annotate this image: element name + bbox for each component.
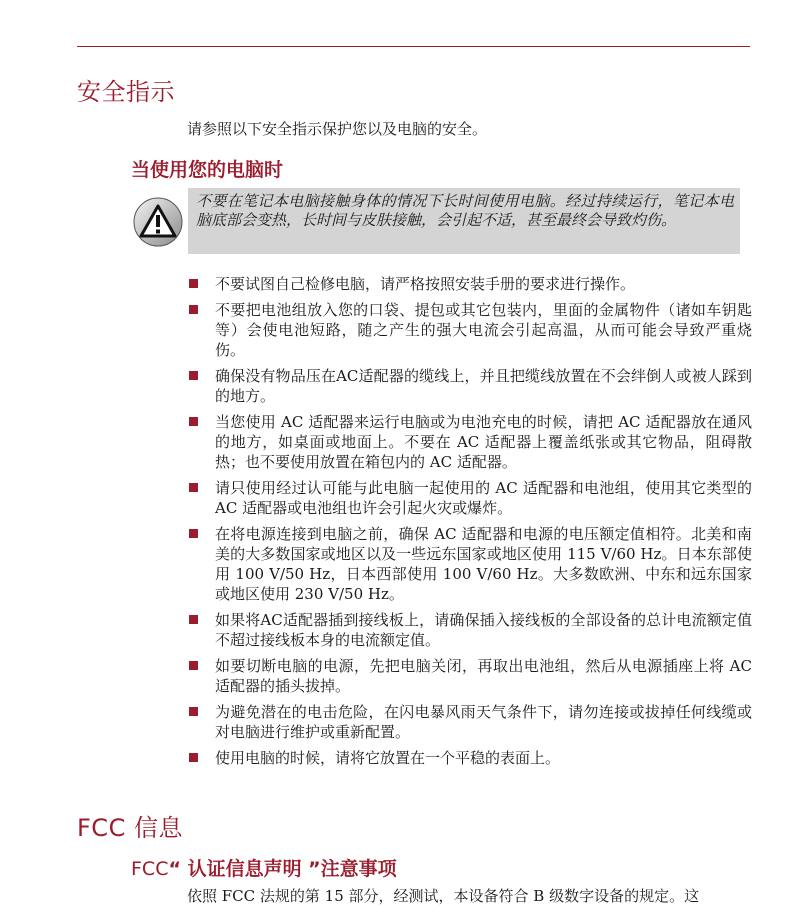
warning-triangle-icon [132,196,184,248]
fcc-prefix: FCC [131,858,169,880]
list-item: 当您使用 AC 适配器来运行电脑或为电池充电的时候，请把 AC 适配器放在通风的地方，如桌面或地面上。不要在 AC 适配器上覆盖纸张或其它物品，阻碍散热；也不要使用放置在箱包内的 AC 适配器。 [187,412,752,472]
section-title-fcc: FCC 信息 [77,814,183,842]
list-item: 使用电脑的时候，请将它放置在一个平稳的表面上。 [187,748,752,768]
section-title-safety: 安全指示 [77,78,175,106]
list-item: 如要切断电脑的电源，先把电脑关闭，再取出电池组，然后从电源插座上将 AC 适配器的插头拔掉。 [187,656,752,696]
fcc-intro: 依照 FCC 法规的第 15 部分，经测试，本设备符合 B 级数字设备的规定。这 [187,887,700,905]
list-item: 确保没有物品压在AC适配器的缆线上，并且把缆线放置在不会绊倒人或被人踩到的地方。 [187,366,752,406]
list-item: 如果将AC适配器插到接线板上，请确保插入接线板的全部设备的总计电流额定值不超过接线板本身的电流额定值。 [187,610,752,650]
list-item: 在将电源连接到电脑之前，确保 AC 适配器和电源的电压额定值相符。北美和南美的大多数国家或地区以及一些远东国家或地区使用 115 V/60 Hz。日本东部使用 100 V/50 Hz，日本西部使用 100 V/60 Hz。大多数欧洲、中东和远东国家或地区使用 230 V/50 Hz。 [187,524,752,604]
warning-box: 不要在笔记本电脑接触身体的情况下长时间使用电脑。经过持续运行，笔记本电脑底部会变热，长时间与皮肤接触，会引起不适，甚至最终会导致灼伤。 [188,188,740,254]
list-item: 为避免潜在的电击危险，在闪电暴风雨天气条件下，请勿连接或拔掉任何线缆或对电脑进行维护或重新配置。 [187,702,752,742]
subsection-title-fcc-notice [131,854,397,881]
list-item: 请只使用经过认可能与此电脑一起使用的 AC 适配器和电池组，使用其它类型的 AC 适配器或电池组也许会引起火灾或爆炸。 [187,478,752,518]
fcc-notice-title: “ 认证信息声明 ”注意事项 [168,858,397,880]
list-item: 不要试图自己检修电脑，请严格按照安装手册的要求进行操作。 [187,274,752,294]
safety-intro: 请参照以下安全指示保护您以及电脑的安全。 [187,120,488,138]
list-item: 不要把电池组放入您的口袋、提包或其它包装内，里面的金属物件（诸如车钥匙等）会使电池短路，随之产生的强大电流会引起高温，从而可能会导致严重烧伤。 [187,300,752,360]
header-rule [77,46,750,47]
safety-bullet-list [187,274,752,774]
subsection-title-using-computer: 当使用您的电脑时 [131,159,284,181]
